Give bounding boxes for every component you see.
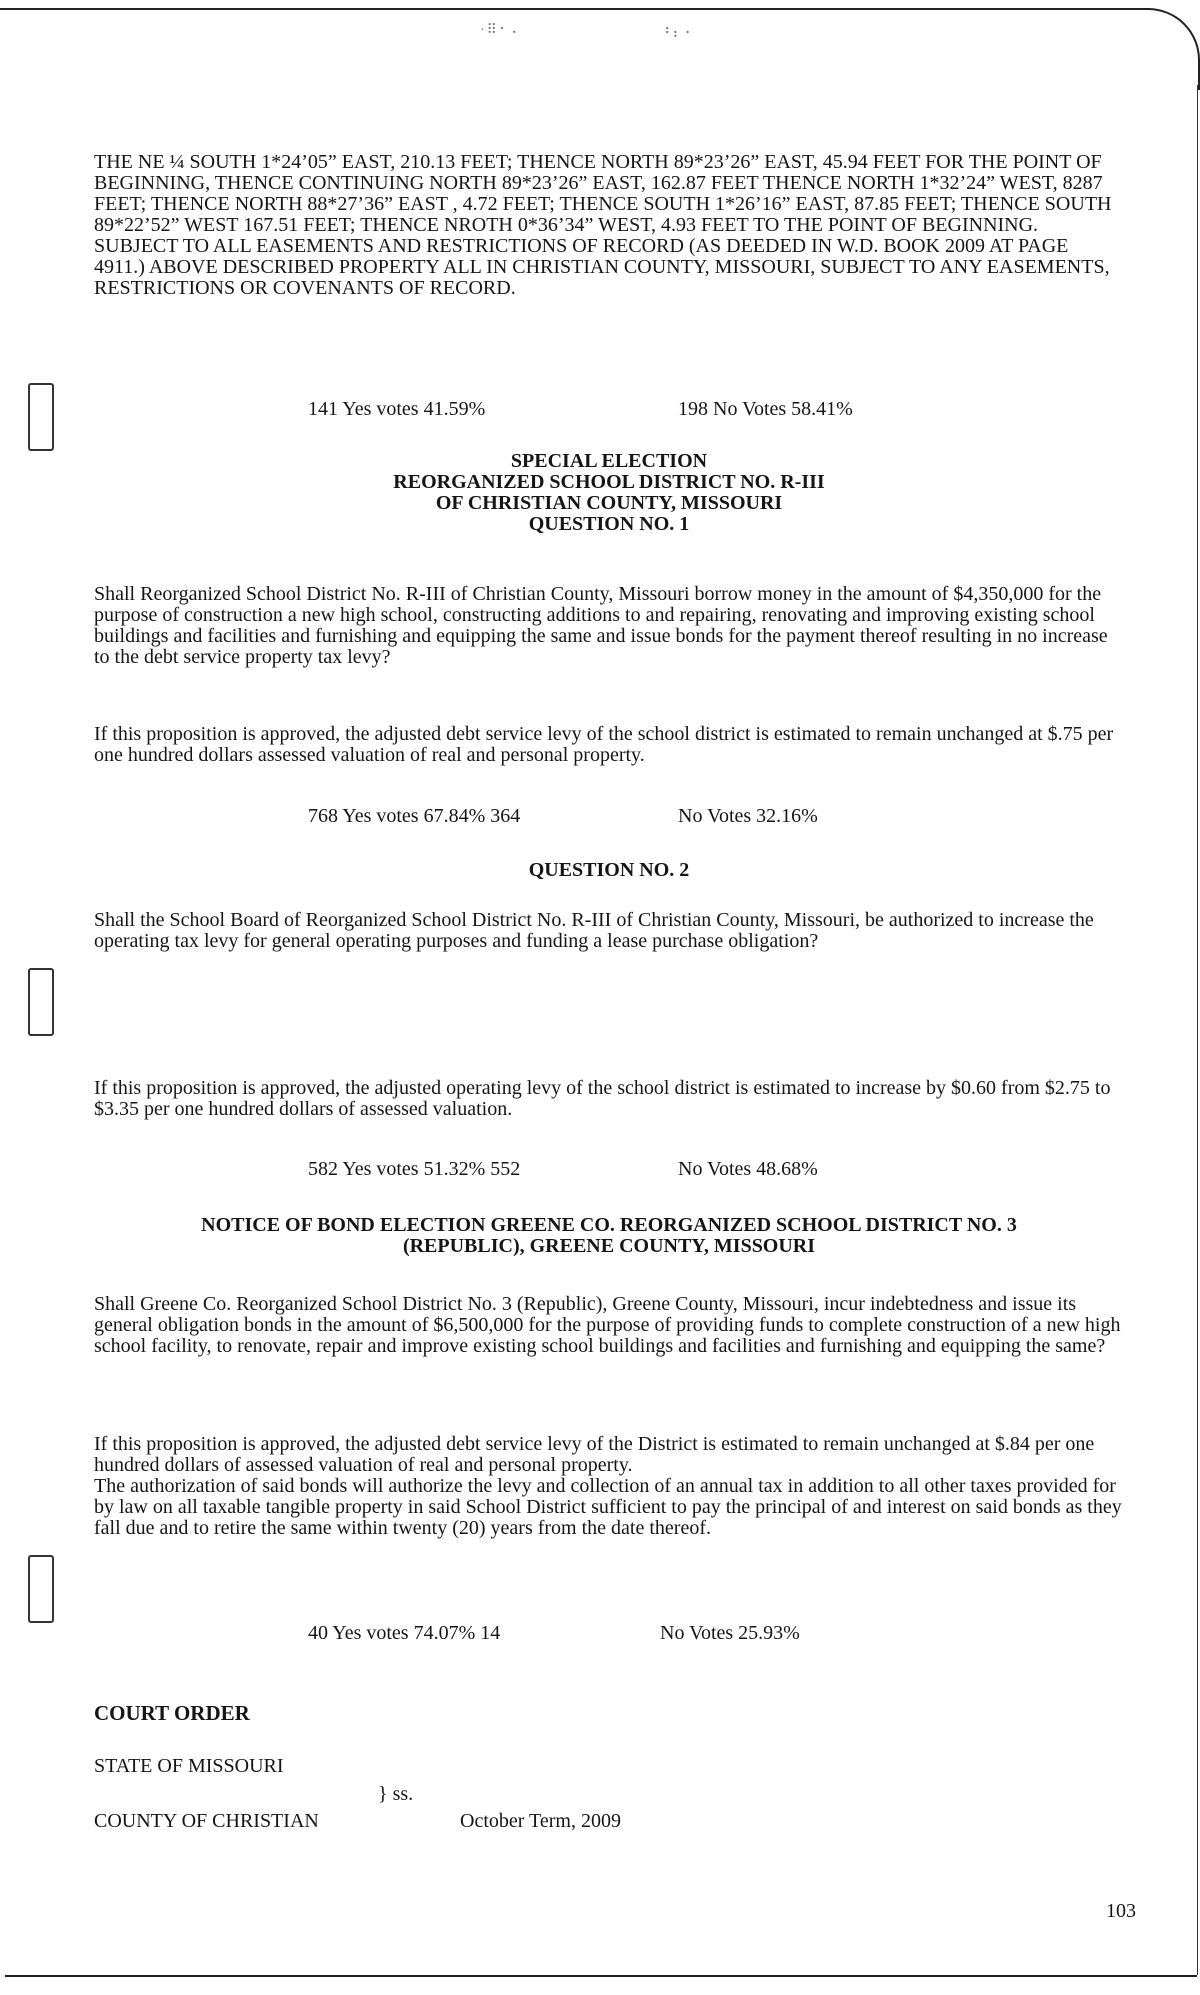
vote-no-q2: No Votes 48.68% — [678, 1158, 818, 1180]
heading-line: (REPUBLIC), GREENE COUNTY, MISSOURI — [402, 1235, 816, 1257]
greene-note-paragraph: If this proposition is approved, the adjusted debt service levy of the District is estimated to remain unchanged at $.84 per one hundred dollars of assessed valuation of real and personal property. — [94, 1433, 1095, 1476]
question-2-text — [94, 910, 1124, 952]
special-election-heading — [94, 451, 1124, 535]
heading-line: REORGANIZED SCHOOL DISTRICT NO. R-III — [393, 471, 825, 493]
greene-bond-heading — [94, 1215, 1124, 1257]
question-1-text — [94, 584, 1124, 668]
question-2-note-paragraph: If this proposition is approved, the adjusted operating levy of the school district is estimated to increase by $0.60 from $2.75 to $3.35 per one hundred dollars of assessed valuation. — [94, 1077, 1111, 1120]
heading-line: SPECIAL ELECTION — [510, 450, 708, 472]
vote-yes-q2: 582 Yes votes 51.32% 552 — [308, 1158, 521, 1180]
question-1-note — [94, 724, 1124, 766]
greene-question-text — [94, 1294, 1124, 1357]
question-2-paragraph: Shall the School Board of Reorganized School District No. R-III of Christian County, Missouri, be authorized to increase the operating tax levy for general operating purposes and funding a lease purchase obligation? — [94, 909, 1094, 952]
binder-hole — [28, 968, 54, 1036]
court-order-heading: COURT ORDER — [94, 1701, 250, 1725]
question-1-paragraph: Shall Reorganized School District No. R-III of Christian County, Missouri borrow money in the amount of $4,350,000 for the purpose of construction a new high school, constructing additions to and repairing, renovating and improving existing school buildings and facilities and furnishing and equipping the same and issue bonds for the payment thereof resulting in no increase to the debt service property tax levy? — [94, 583, 1108, 668]
scan-smudge: ·⠿⠂⠄ — [480, 23, 524, 38]
vote-no-1: 198 No Votes 58.41% — [678, 398, 853, 420]
binder-hole — [28, 1555, 54, 1623]
vote-yes-greene: 40 Yes votes 74.07% 14 — [308, 1622, 501, 1644]
legal-description — [94, 152, 1124, 299]
binder-hole — [28, 383, 54, 451]
vote-yes-q1: 768 Yes votes 67.84% 364 — [308, 805, 521, 827]
vote-no-q1: No Votes 32.16% — [678, 805, 818, 827]
greene-notes — [94, 1434, 1124, 1539]
scan-smudge: ⠘⠆⠂ — [660, 27, 697, 42]
legal-description-text: THE NE ¼ SOUTH 1*24’05” EAST, 210.13 FEET; THENCE NORTH 89*23’26” EAST, 45.94 FEET FOR THE POINT OF BEGINNING, THENCE CONTINUING NORTH 89*23’26” EAST, 162.87 FEET THENCE NORTH 1*32’24” WEST, 8287 FEET; THENCE NORTH 88*27’36” EAST , 4.72 FEET; THENCE SOUTH 1*26’16” EAST, 87.85 FEET; THENCE SOUTH 89*22’52” WEST 167.51 FEET; THENCE NROTH 0*36’34” WEST, 4.93 FEET TO THE POINT OF BEGINNING. SUBJECT TO ALL EASEMENTS AND RESTRICTIONS OF RECORD (AS DEEDED IN W.D. BOOK 2009 AT PAGE 4911.) ABOVE DESCRIBED PROPERTY ALL IN CHRISTIAN COUNTY, MISSOURI, SUBJECT TO ANY EASEMENTS, RESTRICTIONS OR COVENANTS OF RECORD. — [94, 151, 1112, 299]
state-label: STATE OF MISSOURI — [94, 1755, 284, 1777]
bottom-border-line — [5, 1975, 1197, 1977]
ss-bracket: } ss. — [378, 1783, 414, 1805]
vote-yes-1: 141 Yes votes 41.59% — [308, 398, 486, 420]
vote-no-greene: No Votes 25.93% — [660, 1622, 800, 1644]
heading-line: NOTICE OF BOND ELECTION GREENE CO. REORGANIZED SCHOOL DISTRICT NO. 3 — [201, 1214, 1017, 1236]
greene-question-paragraph: Shall Greene Co. Reorganized School District No. 3 (Republic), Greene County, Missouri, incur indebtedness and issue its general obligation bonds in the amount of $6,500,000 for the purpose of providing funds to complete construction of a new high school facility, to renovate, repair and improve existing school buildings and facilities and furnishing and equipping the same? — [94, 1293, 1121, 1357]
right-border-line — [1197, 85, 1198, 1975]
question-2-note — [94, 1078, 1124, 1120]
county-label: COUNTY OF CHRISTIAN — [94, 1810, 319, 1832]
page-number: 103 — [1106, 1900, 1136, 1922]
heading-line: OF CHRISTIAN COUNTY, MISSOURI — [435, 492, 783, 514]
term-label: October Term, 2009 — [460, 1810, 621, 1832]
question-1-note-paragraph: If this proposition is approved, the adjusted debt service levy of the school district is estimated to remain unchanged at $.75 per one hundred dollars assessed valuation of real and personal property. — [94, 723, 1114, 766]
top-border-line — [0, 8, 1150, 10]
page-corner-curl — [1146, 8, 1200, 90]
heading-line: QUESTION NO. 1 — [528, 513, 690, 535]
question-2-heading: QUESTION NO. 2 — [528, 859, 690, 881]
greene-authorization-paragraph: The authorization of said bonds will authorize the levy and collection of an annual tax in addition to all other taxes provided for by law on all taxable tangible property in said School District sufficient to pay the principal of and interest on said bonds as they fall due and to retire the same within twenty (20) years from the date thereof. — [94, 1475, 1122, 1539]
